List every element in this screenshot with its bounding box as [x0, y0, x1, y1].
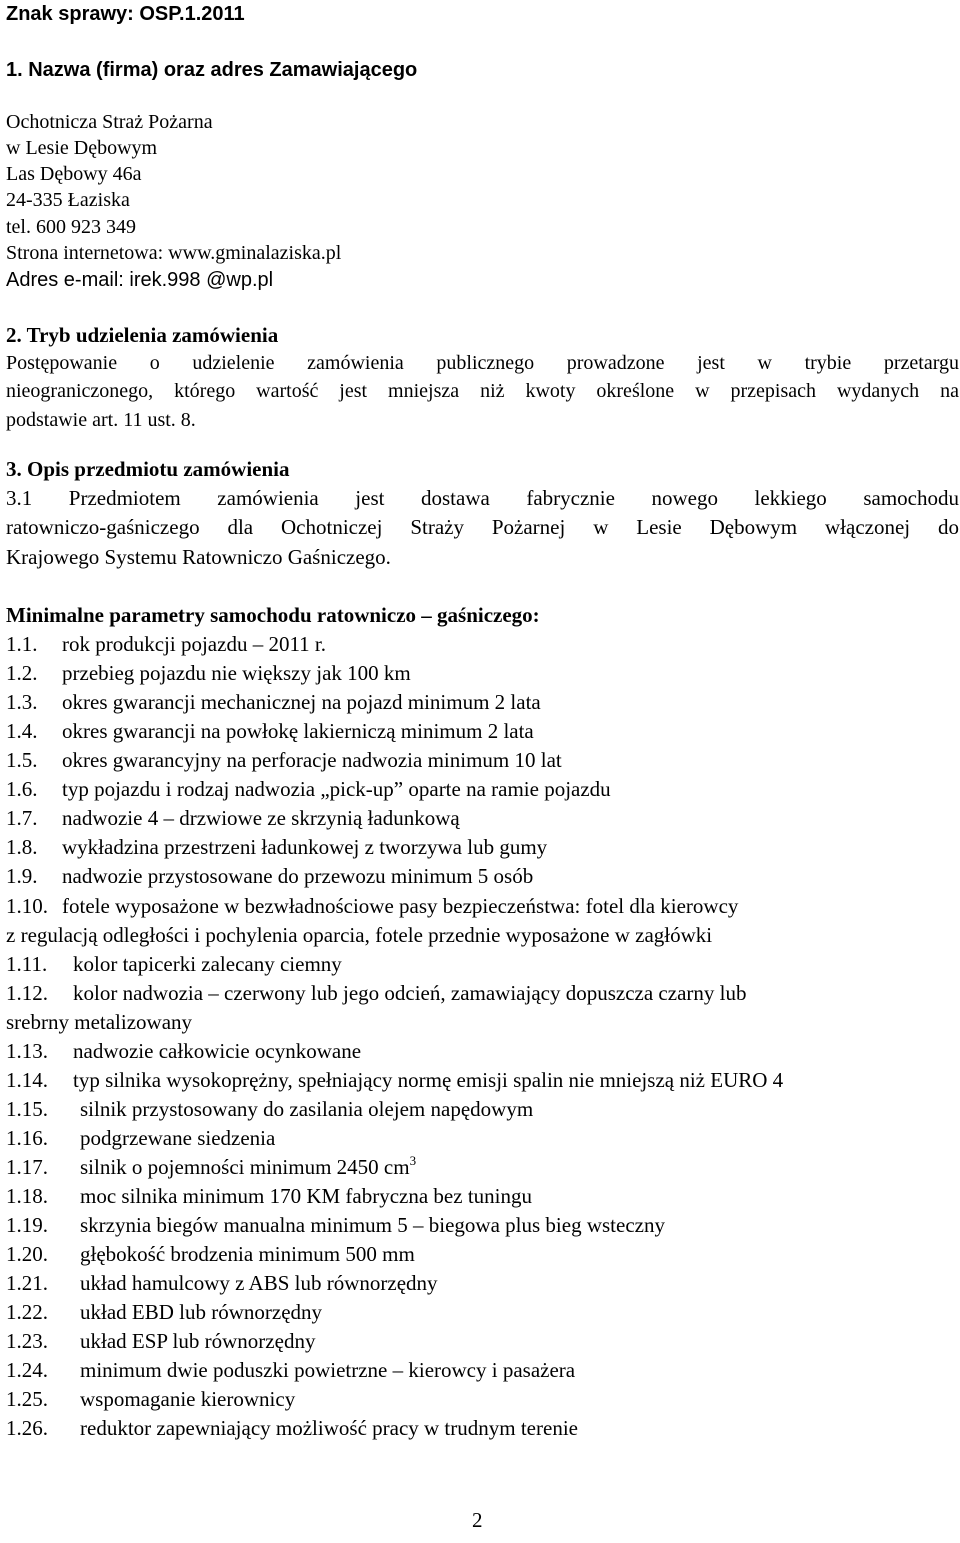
- param-text: nadwozie 4 – drzwiowe ze skrzynią ładunkową: [62, 806, 460, 830]
- param-item: [6, 721, 534, 742]
- param-number: 1.18.: [6, 1184, 48, 1208]
- param-text: moc silnika minimum 170 KM fabryczna bez tuningu: [80, 1184, 532, 1208]
- section-2-text-line: podstawie art. 11 ust. 8.: [6, 409, 196, 431]
- param-number: 1.3.: [6, 690, 38, 714]
- section-2-text-line: Postępowanie o udzielenie zamówienia publicznego prowadzone jest w trybie przetargu: [6, 352, 959, 374]
- param-number: 1.16.: [6, 1126, 48, 1150]
- param-text: okres gwarancji mechanicznej na pojazd minimum 2 lata: [62, 690, 541, 714]
- param-number: 1.24.: [6, 1358, 48, 1382]
- param-item: [6, 634, 326, 655]
- param-text: minimum dwie poduszki powietrzne – kierowcy i pasażera: [80, 1358, 576, 1382]
- param-number: 1.19.: [6, 1213, 48, 1237]
- email-line: Adres e-mail: irek.998 @wp.pl: [6, 269, 274, 291]
- param-text: silnik o pojemności minimum 2450 cm: [80, 1155, 410, 1179]
- page-number: 2: [472, 1508, 483, 1532]
- param-item: [6, 1099, 533, 1120]
- param-text-continuation: srebrny metalizowany: [6, 1010, 193, 1034]
- param-text: okres gwarancyjny na perforacje nadwozia minimum 10 lat: [62, 748, 562, 772]
- address-line: Ochotnicza Straż Pożarna: [6, 111, 213, 133]
- address-line: w Lesie Dębowym: [6, 137, 158, 159]
- param-text: kolor nadwozia – czerwony lub jego odcień, zamawiający dopuszcza czarny lub: [73, 981, 747, 1005]
- param-text: układ ESP lub równorzędny: [80, 1329, 316, 1353]
- superscript: 3: [409, 1153, 417, 1168]
- address-line: 24-335 Łaziska: [6, 189, 130, 211]
- param-text-continuation: z regulacją odległości i pochylenia oparcia, fotele przednie wyposażone w zagłówki: [6, 923, 713, 947]
- param-number: 1.17.: [6, 1155, 48, 1179]
- section-2-heading: 2. Tryb udzielenia zamówienia: [6, 323, 279, 347]
- param-text: fotele wyposażone w bezwładnościowe pasy bezpieczeństwa: fotel dla kierowcy: [62, 894, 739, 918]
- param-text: okres gwarancji na powłokę lakierniczą minimum 2 lata: [62, 719, 534, 743]
- section-3-text-line: 3.1 Przedmiotem zamówienia jest dostawa fabrycznie nowego lekkiego samochodu: [6, 486, 959, 510]
- param-item: [6, 1360, 575, 1381]
- address-line: Las Dębowy 46a: [6, 163, 142, 185]
- param-item: [6, 1186, 532, 1207]
- param-item: [6, 1128, 275, 1149]
- param-text: kolor tapicerki zalecany ciemny: [73, 952, 342, 976]
- param-number: 1.25.: [6, 1387, 48, 1411]
- param-item: [6, 692, 541, 713]
- param-text: typ pojazdu i rodzaj nadwozia „pick-up” oparte na ramie pojazdu: [62, 777, 611, 801]
- param-text: przebieg pojazdu nie większy jak 100 km: [62, 661, 411, 685]
- param-text: układ hamulcowy z ABS lub równorzędny: [80, 1271, 438, 1295]
- param-item: [6, 1244, 415, 1265]
- section-3-heading: 3. Opis przedmiotu zamówienia: [6, 457, 290, 481]
- param-item: [6, 1389, 295, 1410]
- param-number: 1.22.: [6, 1300, 48, 1324]
- param-number: 1.9.: [6, 864, 38, 888]
- param-item: [6, 866, 533, 887]
- param-item: [6, 1331, 315, 1352]
- param-number: 1.4.: [6, 719, 38, 743]
- param-item: [6, 750, 562, 771]
- parameters-heading: Minimalne parametry samochodu ratowniczo – gaśniczego:: [6, 603, 540, 627]
- param-text: wspomaganie kierownicy: [80, 1387, 296, 1411]
- param-text: układ EBD lub równorzędny: [80, 1300, 323, 1324]
- param-item: [6, 1418, 578, 1439]
- website-line: Strona internetowa: www.gminalaziska.pl: [6, 242, 342, 264]
- phone-line: tel. 600 923 349: [6, 216, 136, 238]
- param-number: 1.8.: [6, 835, 38, 859]
- param-item: [6, 1153, 417, 1179]
- section-3-text-line: Krajowego Systemu Ratowniczo Gaśniczego.: [6, 545, 391, 569]
- param-item: [6, 837, 547, 858]
- param-number: 1.13.: [6, 1039, 48, 1063]
- param-number: 1.23.: [6, 1329, 48, 1353]
- section-2-text-line: nieograniczonego, którego wartość jest mniejsza niż kwoty określone w przepisach wydanych na: [6, 380, 959, 402]
- param-text: głębokość brodzenia minimum 500 mm: [80, 1242, 415, 1266]
- param-number: 1.21.: [6, 1271, 48, 1295]
- param-number: 1.5.: [6, 748, 38, 772]
- param-number: 1.12.: [6, 981, 48, 1005]
- param-text: podgrzewane siedzenia: [80, 1126, 276, 1150]
- param-text: silnik przystosowany do zasilania olejem napędowym: [80, 1097, 534, 1121]
- param-text: reduktor zapewniający możliwość pracy w trudnym terenie: [80, 1416, 578, 1440]
- param-number: 1.26.: [6, 1416, 48, 1440]
- section-1-heading: 1. Nazwa (firma) oraz adres Zamawiającego: [6, 59, 418, 81]
- section-3-text-line: ratowniczo-gaśniczego dla Ochotniczej Straży Pożarnej w Lesie Dębowym włączonej do: [6, 515, 959, 539]
- param-number: 1.10.: [6, 894, 48, 918]
- param-number: 1.14.: [6, 1068, 48, 1092]
- param-item: [6, 1273, 438, 1294]
- param-text: nadwozie całkowicie ocynkowane: [73, 1039, 362, 1063]
- param-item: [6, 983, 746, 1004]
- param-item: [6, 779, 611, 800]
- param-number: 1.11.: [6, 952, 48, 976]
- param-text: typ silnika wysokoprężny, spełniający normę emisji spalin nie mniejszą niż EURO 4: [73, 1068, 784, 1092]
- param-number: 1.7.: [6, 806, 38, 830]
- param-item: [6, 954, 342, 975]
- param-text: skrzynia biegów manualna minimum 5 – biegowa plus bieg wsteczny: [80, 1213, 665, 1237]
- param-item: [6, 1041, 361, 1062]
- param-item: [6, 1070, 783, 1091]
- param-item: [6, 896, 738, 917]
- param-item: [6, 808, 460, 829]
- param-text: nadwozie przystosowane do przewozu minimum 5 osób: [62, 864, 534, 888]
- param-item: [6, 1302, 322, 1323]
- param-number: 1.20.: [6, 1242, 48, 1266]
- param-number: 1.1.: [6, 632, 38, 656]
- param-item: [6, 1215, 665, 1236]
- param-text: wykładzina przestrzeni ładunkowej z tworzywa lub gumy: [62, 835, 548, 859]
- param-number: 1.2.: [6, 661, 38, 685]
- case-number: Znak sprawy: OSP.1.2011: [6, 3, 245, 25]
- param-number: 1.15.: [6, 1097, 48, 1121]
- param-number: 1.6.: [6, 777, 38, 801]
- param-item: [6, 663, 411, 684]
- param-text: rok produkcji pojazdu – 2011 r.: [62, 632, 327, 656]
